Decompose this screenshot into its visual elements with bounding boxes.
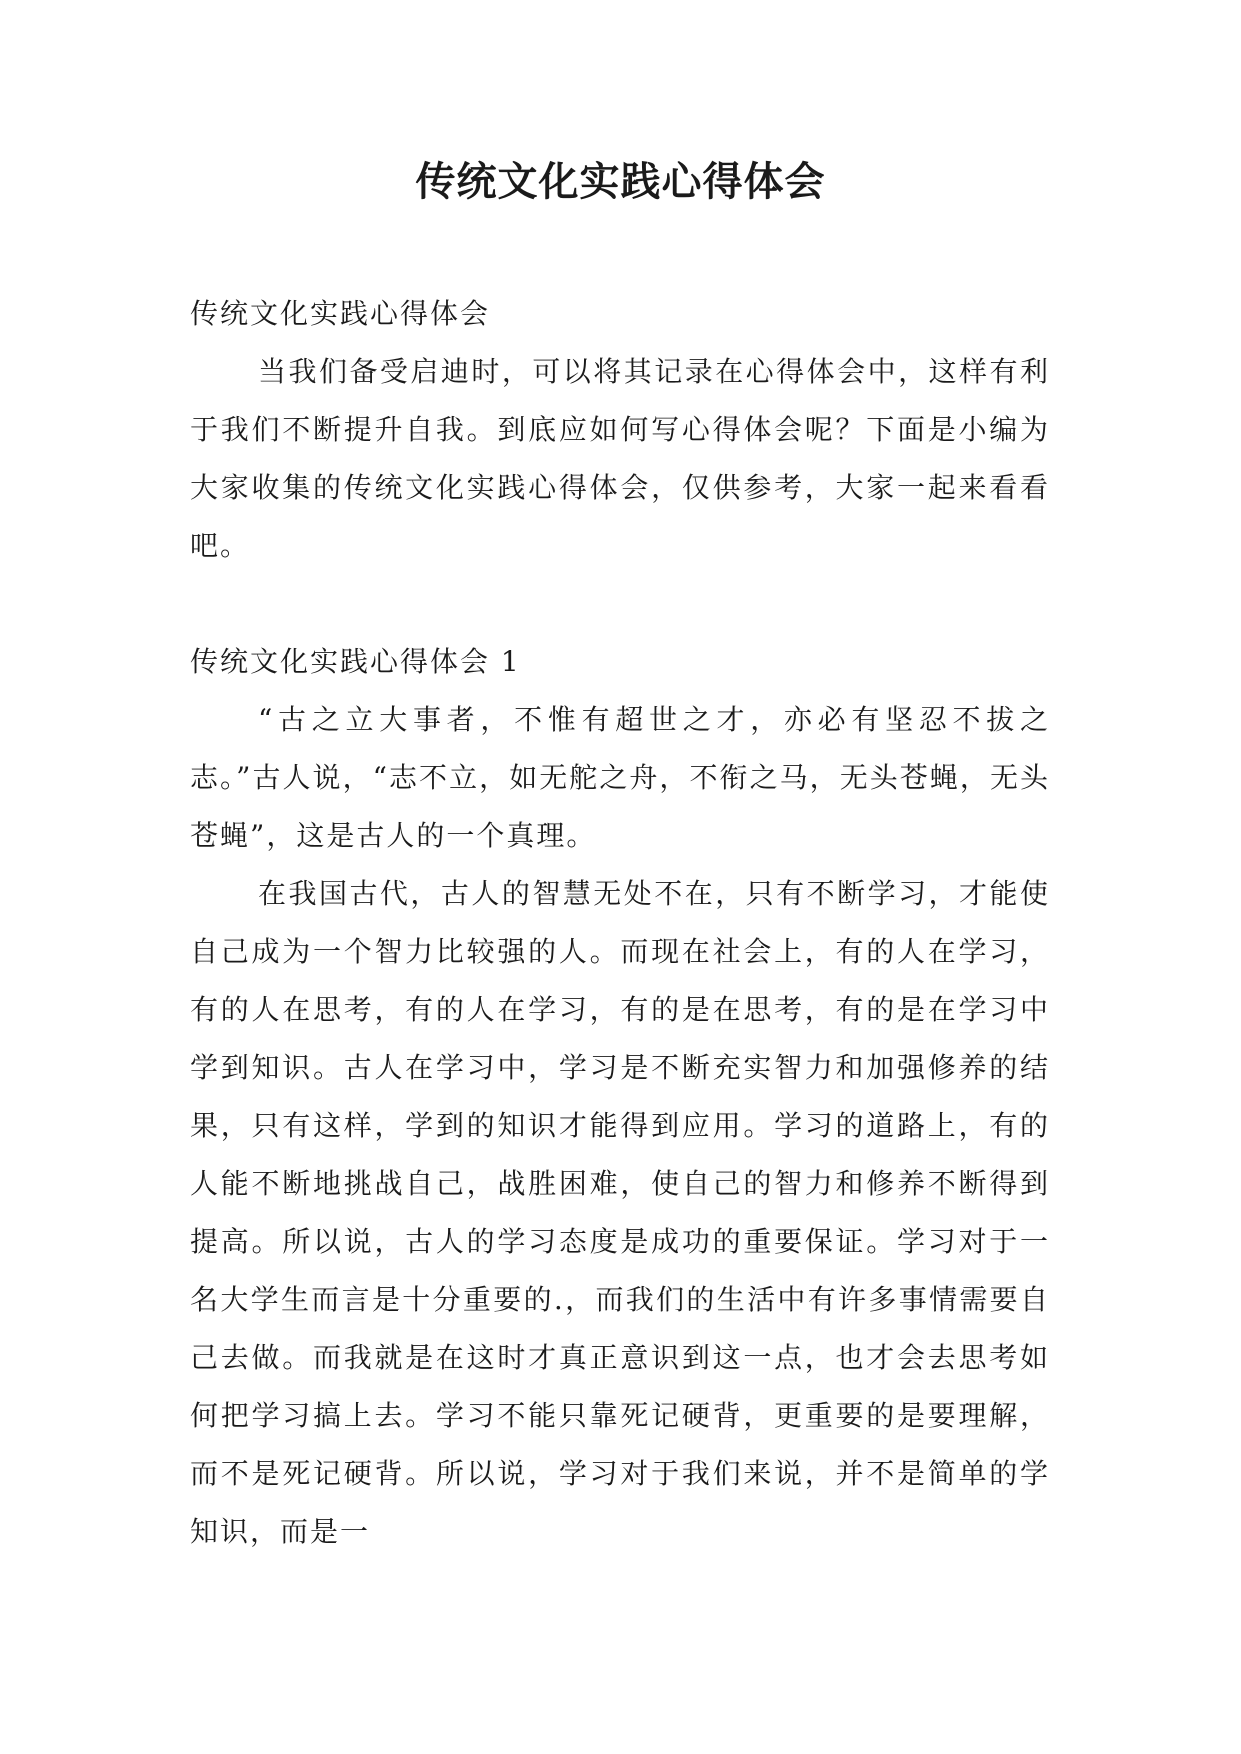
intro-heading: 传统文化实践心得体会	[190, 297, 491, 330]
document-title: 传统文化实践心得体会	[415, 159, 826, 205]
section1-heading-block	[190, 633, 1050, 691]
section1-body	[190, 691, 1050, 1561]
intro-heading-block	[190, 285, 1050, 343]
intro-paragraph: 当我们备受启迪时，可以将其记录在心得体会中，这样有利于我们不断提升自我。到底应如何写心得体会呢？下面是小编为大家收集的传统文化实践心得体会，仅供参考，大家一起来看看吧。	[190, 355, 1050, 562]
section1-heading: 传统文化实践心得体会 1	[190, 645, 521, 678]
section1-paragraph-1: “古之立大事者，不惟有超世之才，亦必有坚忍不拔之志。”古人说，“志不立，如无舵之舟，不衔之马，无头苍蝇，无头苍蝇”，这是古人的一个真理。	[190, 703, 1050, 852]
intro-section	[190, 343, 1050, 575]
section1-paragraph-2: 在我国古代，古人的智慧无处不在，只有不断学习，才能使自己成为一个智力比较强的人。而现在社会上，有的人在学习，有的人在思考，有的人在学习，有的是在思考，有的是在学习中学到知识。古人在学习中，学习是不断充实智力和加强修养的结果，只有这样，学到的知识才能得到应用。学习的道路上，有的人能不断地挑战自己，战胜困难，使自己的智力和修养不断得到提高。所以说，古人的学习态度是成功的重要保证。学习对于一名大学生而言是十分重要的.，而我们的生活中有许多事情需要自己去做。而我就是在这时才真正意识到这一点，也才会去思考如何把学习搞上去。学习不能只靠死记硬背，更重要的是要理解，而不是死记硬背。所以说，学习对于我们来说，并不是简单的学知识，而是一	[190, 877, 1050, 1548]
